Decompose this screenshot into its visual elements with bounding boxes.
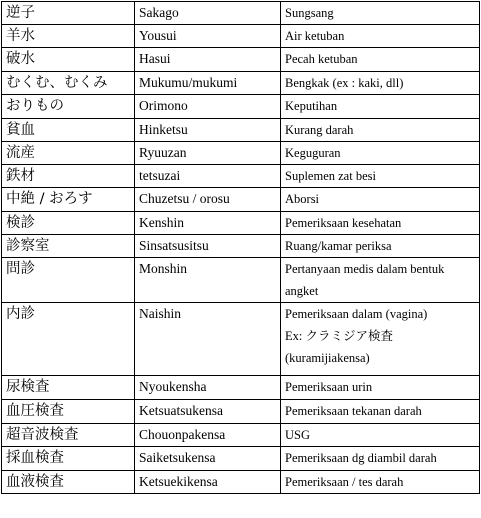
table-row [2, 447, 480, 471]
indonesian-meaning-cell [281, 258, 480, 303]
japanese-term-cell: 貧血 [2, 119, 135, 142]
romaji-cell: Hasui [135, 48, 281, 72]
table-row [2, 424, 480, 447]
meaning-line: Bengkak (ex : kaki, dll) [285, 76, 404, 90]
table-row [2, 235, 480, 258]
table-row [2, 400, 480, 424]
romaji-cell: Chouonpakensa [135, 424, 281, 447]
japanese-term-cell: 採血検査 [2, 447, 135, 471]
japanese-term-cell: おりもの [2, 95, 135, 119]
japanese-term-cell: 羊水 [2, 25, 135, 48]
japanese-term-cell: 流産 [2, 142, 135, 165]
meaning-line: (kuramijiakensa) [285, 351, 370, 365]
meaning-line: Suplemen zat besi [285, 169, 376, 183]
meaning-line: Keputihan [285, 99, 338, 113]
indonesian-meaning-cell [281, 471, 480, 494]
meaning-line: Aborsi [285, 192, 320, 206]
meaning-line: Sungsang [285, 6, 334, 20]
indonesian-meaning-cell [281, 119, 480, 142]
table-row [2, 303, 480, 376]
indonesian-meaning-cell [281, 376, 480, 400]
romaji-cell: tetsuzai [135, 165, 281, 188]
romaji-cell: Hinketsu [135, 119, 281, 142]
japanese-term-cell: 内診 [2, 303, 135, 376]
romaji-cell: Mukumu/mukumi [135, 72, 281, 95]
japanese-term-cell: 尿検査 [2, 376, 135, 400]
japanese-term-cell: 血液検査 [2, 471, 135, 494]
romaji-cell: Sakago [135, 2, 281, 25]
indonesian-meaning-cell [281, 142, 480, 165]
indonesian-meaning-cell [281, 303, 480, 376]
romaji-cell: Monshin [135, 258, 281, 303]
meaning-line: Pemeriksaan dalam (vagina) [285, 307, 428, 321]
table-row [2, 119, 480, 142]
romaji-cell: Naishin [135, 303, 281, 376]
table-row [2, 258, 480, 303]
indonesian-meaning-cell [281, 235, 480, 258]
japanese-term-cell: 問診 [2, 258, 135, 303]
indonesian-meaning-cell [281, 447, 480, 471]
romaji-cell: Saiketsukensa [135, 447, 281, 471]
vocabulary-table [1, 1, 480, 494]
meaning-line: USG [285, 428, 311, 442]
japanese-term-cell: 超音波検査 [2, 424, 135, 447]
meaning-line: Pemeriksaan kesehatan [285, 216, 402, 230]
table-row [2, 25, 480, 48]
table-row [2, 212, 480, 235]
romaji-cell: Ketsuekikensa [135, 471, 281, 494]
vocabulary-table-body [2, 2, 480, 494]
meaning-line: Pemeriksaan / tes darah [285, 475, 404, 489]
table-row [2, 72, 480, 95]
indonesian-meaning-cell [281, 165, 480, 188]
indonesian-meaning-cell [281, 48, 480, 72]
meaning-line: Pertanyaan medis dalam bentuk [285, 262, 445, 276]
table-row [2, 165, 480, 188]
indonesian-meaning-cell [281, 95, 480, 119]
meaning-line: Pemeriksaan urin [285, 380, 373, 394]
table-row [2, 95, 480, 119]
meaning-line: Ruang/kamar periksa [285, 239, 392, 253]
romaji-cell: Nyoukensha [135, 376, 281, 400]
romaji-cell: Orimono [135, 95, 281, 119]
romaji-cell: Yousui [135, 25, 281, 48]
indonesian-meaning-cell [281, 212, 480, 235]
table-row [2, 2, 480, 25]
japanese-term-cell: 破水 [2, 48, 135, 72]
japanese-term-cell: 血圧検査 [2, 400, 135, 424]
indonesian-meaning-cell [281, 400, 480, 424]
japanese-term-cell: 鉄材 [2, 165, 135, 188]
meaning-line: Ex: クラミジア検査 [285, 329, 393, 343]
japanese-term-cell: 逆子 [2, 2, 135, 25]
table-row [2, 471, 480, 494]
japanese-term-cell: 診察室 [2, 235, 135, 258]
meaning-line: Kurang darah [285, 123, 354, 137]
indonesian-meaning-cell [281, 72, 480, 95]
table-row [2, 376, 480, 400]
japanese-term-cell: 中絶 / おろす [2, 188, 135, 212]
meaning-line: Keguguran [285, 146, 341, 160]
indonesian-meaning-cell [281, 188, 480, 212]
meaning-line: Pemeriksaan tekanan darah [285, 404, 422, 418]
romaji-cell: Ketsuatsukensa [135, 400, 281, 424]
meaning-line: angket [285, 284, 319, 298]
meaning-line: Pemeriksaan dg diambil darah [285, 451, 437, 465]
romaji-cell: Sinsatsusitsu [135, 235, 281, 258]
meaning-line: Pecah ketuban [285, 52, 358, 66]
indonesian-meaning-cell [281, 424, 480, 447]
meaning-line: Air ketuban [285, 29, 345, 43]
table-row [2, 48, 480, 72]
table-row [2, 142, 480, 165]
romaji-cell: Ryuuzan [135, 142, 281, 165]
indonesian-meaning-cell [281, 25, 480, 48]
indonesian-meaning-cell [281, 2, 480, 25]
japanese-term-cell: むくむ、むくみ [2, 72, 135, 95]
japanese-term-cell: 検診 [2, 212, 135, 235]
romaji-cell: Kenshin [135, 212, 281, 235]
romaji-cell: Chuzetsu / orosu [135, 188, 281, 212]
table-row [2, 188, 480, 212]
